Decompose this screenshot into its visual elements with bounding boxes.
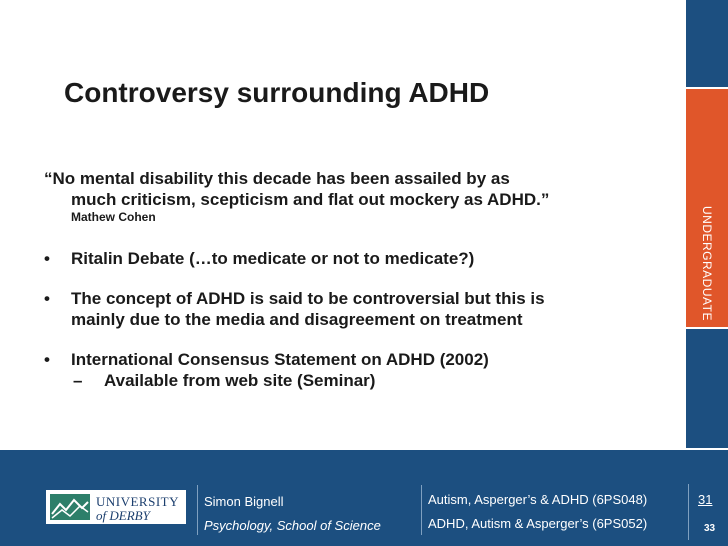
logo-emblem-icon — [50, 494, 90, 520]
page-number: 33 — [704, 523, 716, 534]
logo-text: of DERBY — [96, 508, 150, 523]
slide-body — [44, 168, 676, 391]
footer-separator — [688, 484, 689, 540]
bullet-marker: • — [44, 249, 50, 268]
department: Psychology, School of Science — [204, 518, 381, 533]
sub-bullet-item — [44, 370, 676, 391]
course-title: Autism, Asperger’s & ADHD (6PS048) — [428, 492, 648, 507]
course-title: ADHD, Autism & Asperger’s (6PS052) — [428, 516, 648, 531]
page-link[interactable]: 31 — [698, 492, 713, 507]
quote-line: much criticism, scepticism and flat out mockery as ADHD.” — [71, 190, 550, 209]
bullet-item — [44, 248, 676, 269]
bullet-text: mainly due to the media and disagreement on treatment — [71, 310, 523, 329]
quote-block — [44, 168, 676, 224]
bullet-text: Ritalin Debate (…to medicate or not to medicate?) — [71, 249, 475, 268]
bullet-item — [44, 288, 676, 330]
footer-separator — [421, 485, 422, 535]
bullet-marker: • — [44, 350, 50, 369]
bullet-item — [44, 349, 676, 370]
bullet-text: The concept of ADHD is said to be controversial but this is — [71, 289, 545, 308]
quote-author: Mathew Cohen — [71, 210, 156, 224]
side-bar-top — [686, 0, 728, 87]
logo-text: UNIVERSITY — [96, 494, 179, 509]
university-logo — [46, 490, 186, 524]
side-bar-bottom — [686, 329, 728, 448]
bullet-marker: • — [44, 289, 50, 308]
quote-line: “No mental disability this decade has been assailed by as — [44, 169, 510, 188]
sub-bullet-marker: – — [73, 371, 83, 390]
side-label — [700, 206, 714, 260]
bullet-text: International Consensus Statement on ADHD (2002) — [71, 350, 489, 369]
footer-separator — [197, 485, 198, 535]
sub-bullet-text: Available from web site (Seminar) — [104, 371, 376, 390]
author-name: Simon Bignell — [204, 494, 284, 509]
slide-title: Controversy surrounding ADHD — [64, 77, 490, 108]
